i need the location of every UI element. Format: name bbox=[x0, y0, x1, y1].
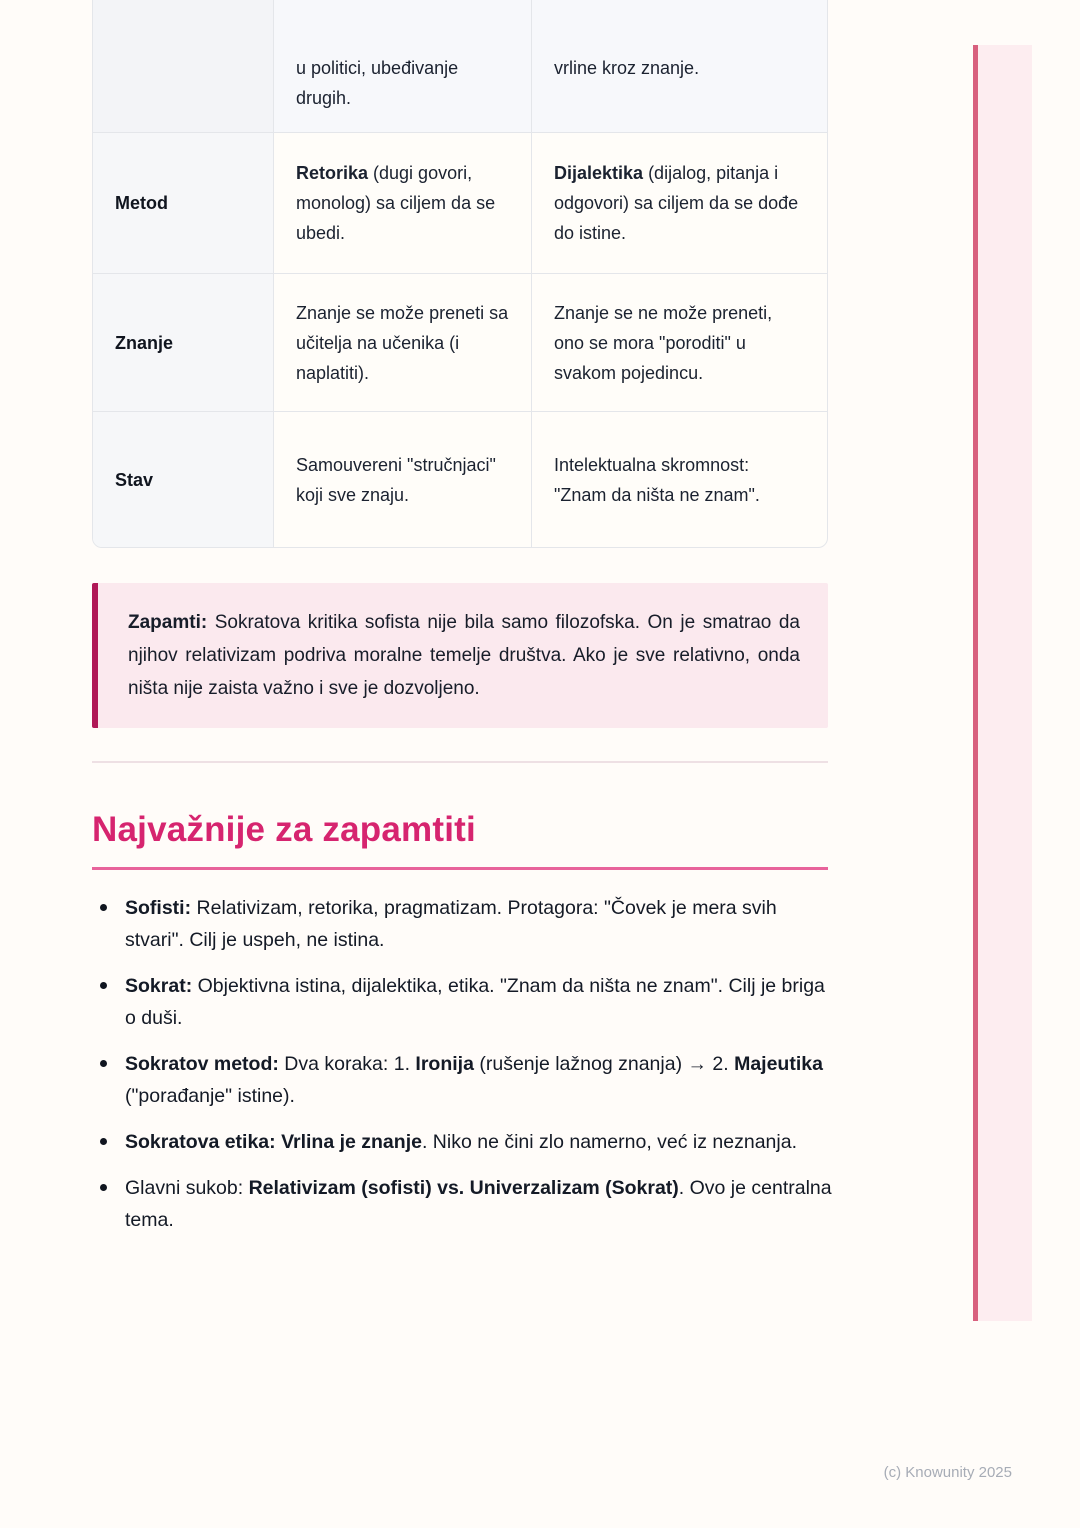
list-item-text: Sokratova etika: Vrlina je znanje. Niko ne čini zlo namerno, već iz neznanja. bbox=[125, 1131, 797, 1153]
callout-text: Zapamti: Sokratova kritika sofista nije bila samo filozofska. On je smatrao da njihov relativizam podriva moralne temelje društva. Ako je sve relativno, onda ništa nije zaista važno i sve je dozvoljeno. bbox=[128, 612, 800, 699]
table-cell-text: vrline kroz znanje. bbox=[554, 58, 700, 78]
table-cell bbox=[273, 0, 531, 132]
list-item bbox=[92, 892, 838, 956]
table-row bbox=[93, 0, 827, 132]
list-item bbox=[92, 1126, 838, 1158]
list-item bbox=[92, 1172, 838, 1236]
page-margin-strip bbox=[973, 45, 1032, 1321]
table-cell bbox=[531, 133, 827, 273]
list-item-text: Sokrat: Objektivna istina, dijalektika, etika. "Znam da ništa ne znam". Cilj je briga o duši. bbox=[125, 975, 825, 1029]
table-row bbox=[93, 273, 827, 411]
table-cell bbox=[273, 412, 531, 547]
table-cell-text: Retorika (dugi govori, monolog) sa ciljem da se ubedi. bbox=[296, 163, 496, 243]
table-cell-text: Samouvereni "stručnjaci" koji sve znaju. bbox=[296, 454, 496, 505]
table-cell bbox=[531, 274, 827, 411]
row-header-cell bbox=[93, 0, 273, 132]
table-cell bbox=[273, 274, 531, 411]
row-header-label: Znanje bbox=[115, 332, 174, 353]
table-row bbox=[93, 132, 827, 273]
row-header-cell bbox=[93, 274, 273, 411]
table-cell-text: u politici, ubeđivanje drugih. bbox=[296, 58, 459, 108]
copyright-footer: (c) Knowunity 2025 bbox=[883, 1464, 1012, 1481]
key-points-list bbox=[92, 892, 838, 1250]
list-item bbox=[92, 1048, 838, 1112]
heading-rule bbox=[92, 867, 828, 870]
comparison-table bbox=[92, 0, 828, 548]
table-cell bbox=[273, 133, 531, 273]
list-item-text: Sokratov metod: Dva koraka: 1. Ironija (rušenje lažnog znanja) → 2. Majeutika ("porađanje" istine). bbox=[125, 1053, 823, 1107]
row-header-cell bbox=[93, 133, 273, 273]
section-divider bbox=[92, 761, 828, 763]
table-cell bbox=[531, 412, 827, 547]
row-header-label: Metod bbox=[115, 193, 168, 213]
table-cell-text: Znanje se ne može preneti, ono se mora "poroditi" u svakom pojedincu. bbox=[554, 302, 773, 383]
table-cell-text: Dijalektika (dijalog, pitanja i odgovori) sa ciljem da se dođe do istine. bbox=[554, 163, 799, 243]
list-item-text: Sofisti: Relativizam, retorika, pragmatizam. Protagora: "Čovek je mera svih stvari". Cilj je uspeh, ne istina. bbox=[125, 897, 777, 951]
row-header-label: Stav bbox=[115, 469, 154, 490]
list-item-text: Glavni sukob: Relativizam (sofisti) vs. Univerzalizam (Sokrat). Ovo je centralna tema. bbox=[125, 1177, 832, 1231]
table-cell-text: Znanje se može preneti sa učitelja na učenika (i naplatiti). bbox=[296, 302, 509, 383]
callout-note bbox=[92, 583, 828, 728]
section-title: Najvažnije za zapamtiti bbox=[92, 810, 476, 849]
table-cell-text: Intelektualna skromnost: "Znam da ništa ne znam". bbox=[554, 454, 760, 505]
table-cell bbox=[531, 0, 827, 132]
table-row bbox=[93, 411, 827, 547]
row-header-cell bbox=[93, 412, 273, 547]
list-item bbox=[92, 970, 838, 1034]
